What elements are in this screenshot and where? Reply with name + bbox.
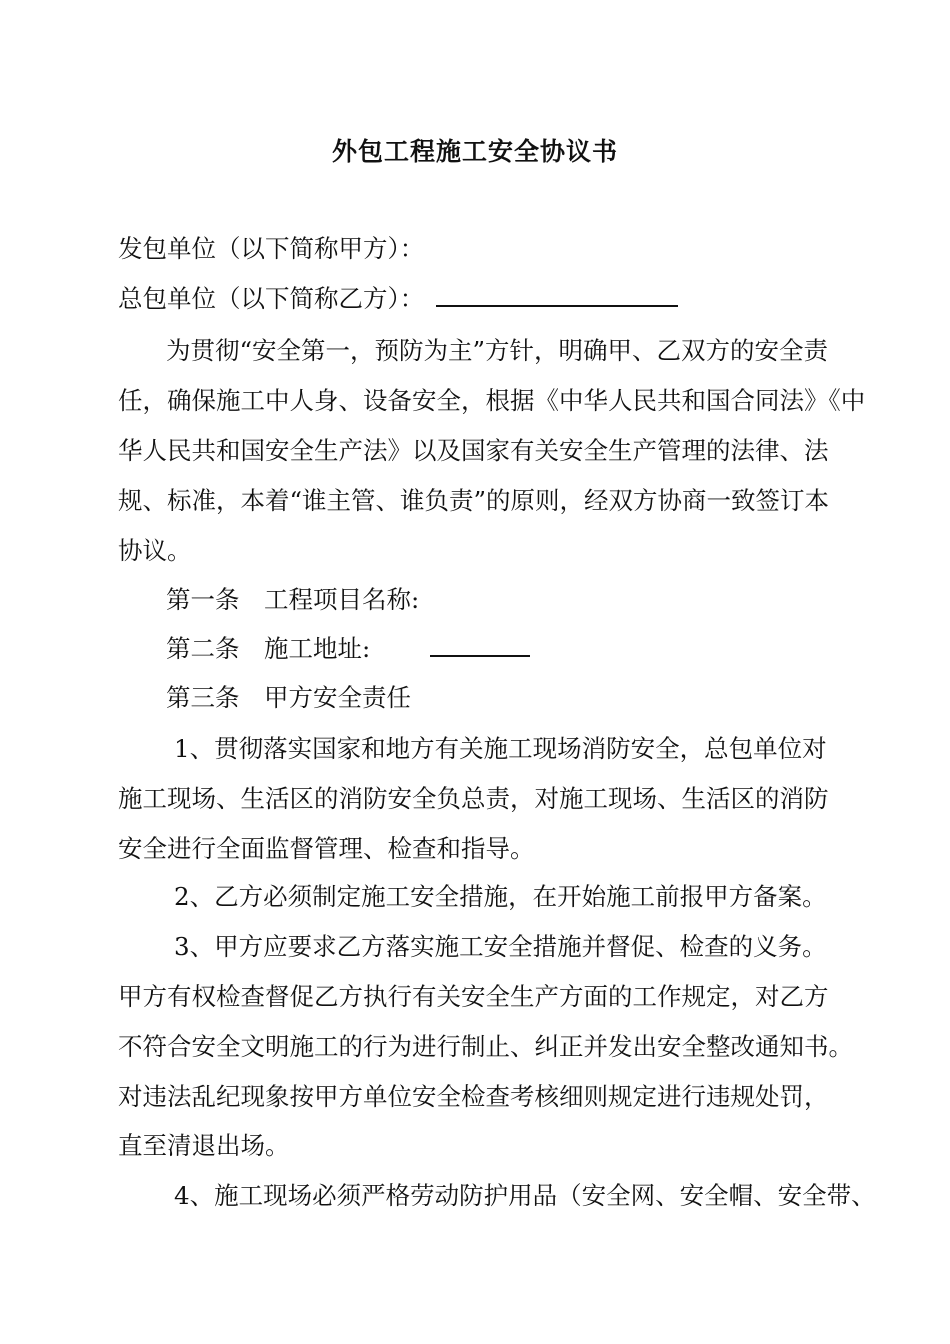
item-1-line: 安全进行全面监督管理、检查和指导。 — [118, 834, 535, 863]
item-4-line: 4、施工现场必须严格劳动防护用品（安全网、安全帽、安全带、 — [174, 1181, 876, 1210]
article-2-line — [166, 632, 530, 666]
item-3-line: 对违法乱纪现象按甲方单位安全检查考核细则规定进行违规处罚， — [118, 1082, 829, 1111]
party-a-line — [118, 232, 424, 266]
article-2-blank — [430, 633, 530, 657]
article-1: 第一条 工程项目名称: — [166, 585, 420, 614]
preamble-line: 为贯彻“安全第一，预防为主”方针，明确甲、乙双方的安全责 — [166, 336, 829, 365]
preamble-line: 华人民共和国安全生产法》以及国家有关安全生产管理的法律、法 — [118, 436, 829, 465]
document-title: 外包工程施工安全协议书 — [331, 137, 618, 166]
preamble-line: 规、标准，本着“谁主管、谁负责”的原则，经双方协商一致签订本 — [118, 486, 830, 515]
item-3-line: 直至清退出场。 — [118, 1131, 290, 1160]
item-2-line: 2、乙方必须制定施工安全措施，在开始施工前报甲方备案。 — [174, 882, 827, 911]
party-b-blank — [436, 283, 678, 307]
item-3-line: 不符合安全文明施工的行为进行制止、纠正并发出安全整改通知书。 — [118, 1032, 853, 1061]
article-3: 第三条 甲方安全责任 — [166, 683, 411, 712]
preamble-line: 协议。 — [118, 536, 192, 565]
item-3-line: 甲方有权检查督促乙方执行有关安全生产方面的工作规定，对乙方 — [118, 982, 829, 1011]
article-2: 第二条 施工地址: — [166, 634, 371, 663]
item-3-line: 3、甲方应要求乙方落实施工安全措施并督促、检查的义务。 — [174, 932, 827, 961]
item-1-line: 施工现场、生活区的消防安全负总责，对施工现场、生活区的消防 — [118, 784, 829, 813]
preamble-line: 任，确保施工中人身、设备安全，根据《中华人民共和国合同法》《中 — [118, 386, 866, 415]
party-a-label: 发包单位（以下简称甲方）： — [118, 234, 425, 263]
party-b-label: 总包单位（以下简称乙方）： — [118, 284, 425, 313]
item-1-line: 1、贯彻落实国家和地方有关施工现场消防安全，总包单位对 — [174, 734, 827, 763]
party-b-line — [118, 282, 678, 316]
